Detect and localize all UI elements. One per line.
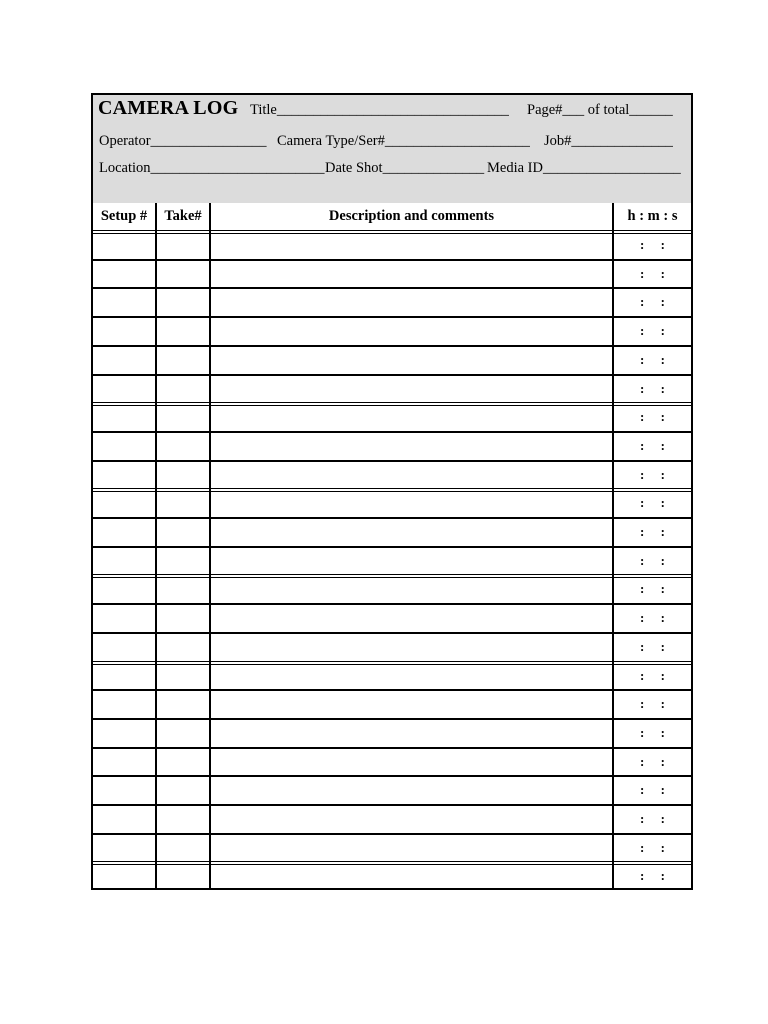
time-placeholder: : :	[640, 437, 665, 453]
time-placeholder: : :	[640, 552, 665, 568]
time-placeholder: : :	[640, 610, 665, 626]
media-id-field[interactable]: Media ID___________________	[487, 160, 681, 176]
log-row[interactable]	[93, 776, 691, 805]
log-table	[93, 203, 691, 888]
time-placeholder: : :	[640, 696, 665, 712]
job-field[interactable]: Job#______________	[544, 133, 673, 149]
page-field[interactable]: Page#___ of total______	[527, 102, 673, 118]
time-placeholder: : :	[640, 811, 665, 826]
log-row[interactable]	[93, 862, 691, 891]
log-row[interactable]	[93, 432, 691, 461]
time-placeholder: : :	[640, 524, 665, 539]
log-row[interactable]	[93, 231, 691, 260]
time-placeholder: : :	[640, 294, 665, 310]
time-placeholder: : :	[640, 667, 665, 683]
time-placeholder: : :	[640, 782, 665, 798]
log-row[interactable]	[93, 719, 691, 748]
time-placeholder: : :	[640, 724, 665, 740]
log-row[interactable]	[93, 317, 691, 346]
operator-field[interactable]: Operator________________	[99, 133, 267, 149]
log-row[interactable]	[93, 375, 691, 404]
time-placeholder: : :	[640, 380, 665, 396]
time-placeholder: : :	[640, 495, 665, 511]
time-placeholder: : :	[640, 265, 665, 281]
log-row[interactable]	[93, 575, 691, 604]
log-row[interactable]	[93, 633, 691, 662]
log-row[interactable]	[93, 288, 691, 317]
time-placeholder: : :	[640, 466, 665, 482]
time-placeholder: : :	[640, 323, 665, 339]
title-field[interactable]: Title________________________________	[250, 102, 509, 118]
form-header	[93, 95, 691, 203]
log-row[interactable]	[93, 547, 691, 576]
time-placeholder: : :	[640, 351, 665, 367]
log-row[interactable]	[93, 690, 691, 719]
log-row[interactable]	[93, 489, 691, 518]
time-placeholder: : :	[640, 409, 665, 425]
log-row[interactable]	[93, 518, 691, 547]
time-placeholder: : :	[640, 839, 665, 855]
time-placeholder: : :	[640, 237, 665, 252]
log-row[interactable]	[93, 346, 691, 375]
time-placeholder: : :	[640, 868, 665, 884]
camera-type-field[interactable]: Camera Type/Ser#____________________	[277, 133, 530, 149]
time-placeholder: : :	[640, 753, 665, 769]
log-row[interactable]	[93, 461, 691, 490]
log-row[interactable]	[93, 403, 691, 432]
description-column-header: Description and comments	[328, 208, 495, 224]
log-row[interactable]	[93, 260, 691, 289]
log-row[interactable]	[93, 604, 691, 633]
log-row[interactable]	[93, 748, 691, 777]
time-column-header: h : m : s	[627, 208, 678, 224]
log-row[interactable]	[93, 662, 691, 691]
take-column-header: Take#	[164, 208, 202, 224]
time-placeholder: : :	[640, 581, 665, 597]
setup-column-header: Setup #	[100, 208, 148, 224]
location-field[interactable]: Location________________________	[99, 160, 325, 176]
log-row[interactable]	[93, 834, 691, 863]
time-placeholder: : :	[640, 638, 665, 654]
camera-log-form	[91, 93, 693, 890]
date-shot-field[interactable]: Date Shot______________	[325, 160, 485, 176]
log-row[interactable]	[93, 805, 691, 834]
form-title: CAMERA LOG	[98, 97, 239, 119]
